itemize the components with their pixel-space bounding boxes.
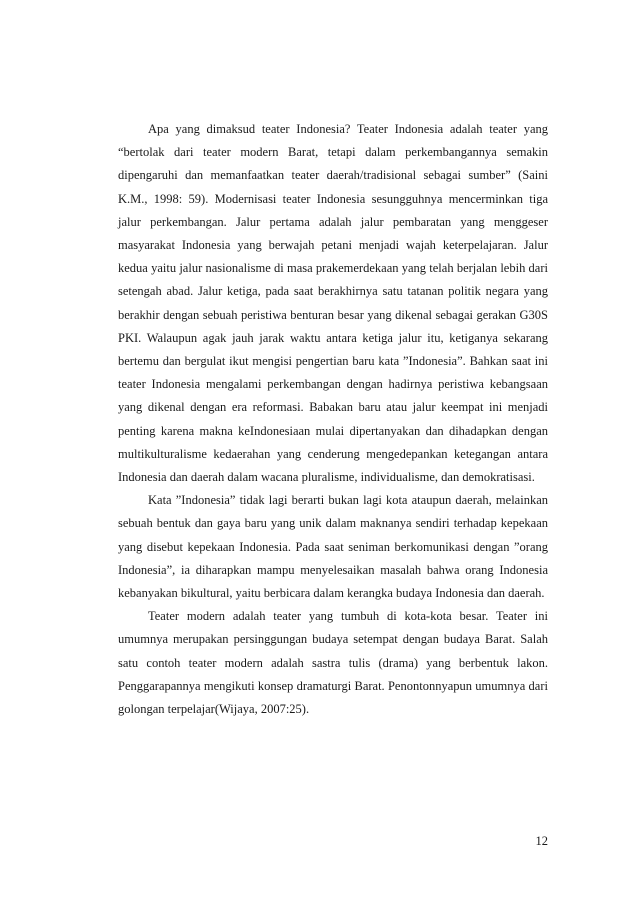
paragraph-kata-indonesia: Kata ”Indonesia” tidak lagi berarti bukan lagi kota ataupun daerah, melainkan sebuah bentuk dan gaya baru yang unik dalam maknanya sendiri terhadap kepekaan yang disebut kepekaan Indonesia. Pada saat seniman berkomunikasi dengan ”orang Indonesia”, ia diharapkan mampu menyelesaikan masalah bahwa orang Indonesia kebanyakan bikultural, yaitu berbicara dalam kerangka budaya Indonesia dan daerah. bbox=[118, 493, 548, 601]
paragraph-teater-indonesia: Apa yang dimaksud teater Indonesia? Teater Indonesia adalah teater yang “bertolak dari teater modern Barat, tetapi dalam perkembangannya semakin dipengaruhi dan memanfaatkan teater daerah/tradisional sebagai sumber” (Saini K.M., 1998: 59). Modernisasi teater Indonesia sesungguhnya mencerminkan tiga jalur perkembangan. Jalur pertama adalah jalur pembaratan yang menggeser masyarakat Indonesia yang berwajah petani menjadi wajah keterpelajaran. Jalur kedua yaitu jalur nasionalisme di masa prakemerdekaan yang telah berjalan lebih dari setengah abad. Jalur ketiga, pada saat berakhirnya satu tatanan politik negara yang berakhir dengan sebuah peristiwa benturan besar yang dikenal sebagai gerakan G30S PKI. Walaupun agak jauh jarak waktu antara ketiga jalur itu, ketiganya sekarang bertemu dan bergulat ikut mengisi pengertian baru kata ”Indonesia”. Bahkan saat ini teater Indonesia mengalami perkembangan dengan hadirnya peristiwa kebangsaan yang dikenal dengan era reformasi. Babakan baru atau jalur keempat ini menjadi penting karena makna keIndonesiaan mulai dipertanyakan dan dihadapkan dengan multikulturalisme kedaerahan yang cenderung mengedepankan ketegangan antara Indonesia dan daerah dalam wacana pluralisme, individualisme, dan demokratisasi. bbox=[118, 122, 548, 485]
paragraph-teater-modern: Teater modern adalah teater yang tumbuh di kota-kota besar. Teater ini umumnya merupakan persinggungan budaya setempat dengan budaya Barat. Salah satu contoh teater modern adalah sastra tulis (drama) yang berbentuk lakon. Penggarapannya mengikuti konsep dramaturgi Barat. Penontonnyapun umumnya dari golongan terpelajar(Wijaya, 2007:25). bbox=[118, 609, 548, 717]
page-number: 12 bbox=[535, 834, 548, 848]
body-text bbox=[118, 118, 548, 721]
